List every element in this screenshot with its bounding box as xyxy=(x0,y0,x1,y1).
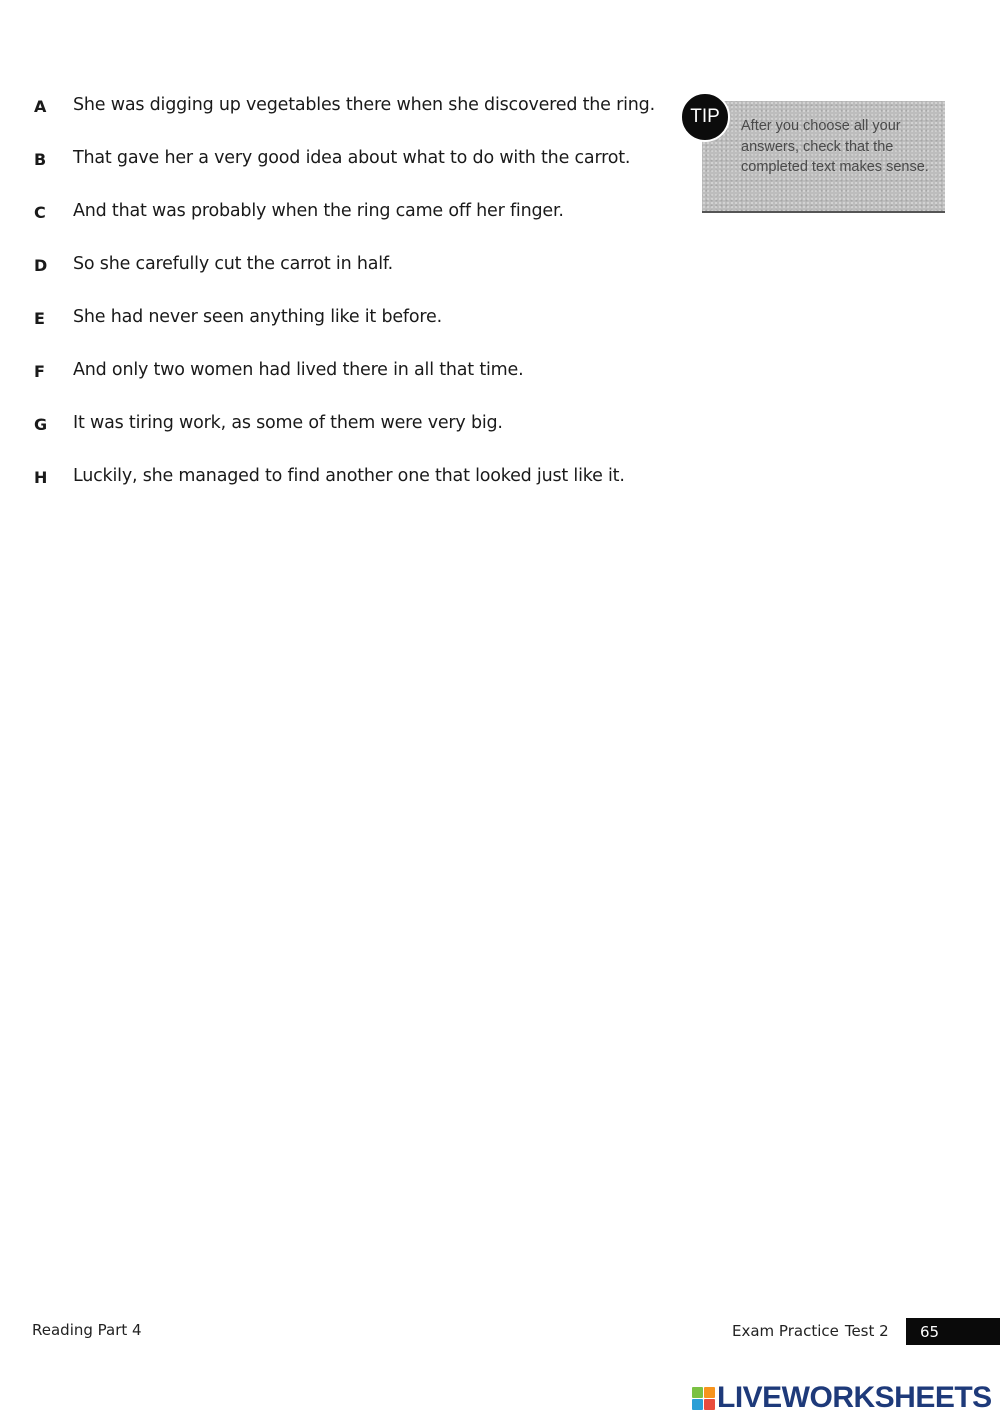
option-g xyxy=(34,413,634,466)
liveworksheets-brand xyxy=(692,1383,992,1413)
option-c xyxy=(34,201,634,254)
option-letter: H xyxy=(34,468,48,487)
option-letter: G xyxy=(34,415,48,434)
option-d xyxy=(34,254,634,307)
tip-text: After you choose all your answers, check that the completed text makes sense. xyxy=(741,118,929,175)
option-letter: A xyxy=(34,97,47,116)
page-number-box xyxy=(906,1318,1000,1345)
page-number: 65 xyxy=(920,1323,940,1341)
tip-badge xyxy=(680,92,730,142)
option-text: And that was probably when the ring came off her finger. xyxy=(73,201,564,221)
option-h xyxy=(34,466,634,519)
option-f xyxy=(34,360,634,413)
tip-badge-label: TIP xyxy=(690,106,720,127)
option-text: She was digging up vegetables there when she discovered the ring. xyxy=(73,95,655,115)
option-text: Luckily, she managed to find another one that looked just like it. xyxy=(73,466,625,486)
option-text: It was tiring work, as some of them were very big. xyxy=(73,413,503,433)
option-text: So she carefully cut the carrot in half. xyxy=(73,254,393,274)
option-e xyxy=(34,307,634,360)
tip-box xyxy=(702,101,945,213)
answer-options-list xyxy=(34,95,655,519)
option-text: And only two women had lived there in all that time. xyxy=(73,360,524,380)
option-b xyxy=(34,148,634,201)
option-letter: F xyxy=(34,362,45,381)
option-text: That gave her a very good idea about what to do with the carrot. xyxy=(73,148,631,168)
footer-exam-label xyxy=(732,1322,889,1340)
footer-test-name: Test 2 xyxy=(844,1322,889,1340)
liveworksheets-logo-icon xyxy=(692,1387,715,1410)
option-letter: D xyxy=(34,256,48,275)
logo-square-e xyxy=(704,1399,715,1410)
logo-square-l xyxy=(692,1387,703,1398)
logo-square-i xyxy=(704,1387,715,1398)
option-letter: B xyxy=(34,150,47,169)
option-letter: C xyxy=(34,203,46,222)
brand-name: LIVEWORKSHEETS xyxy=(717,1381,992,1414)
option-a xyxy=(34,95,655,148)
logo-square-v xyxy=(692,1399,703,1410)
footer-section-label: Reading Part 4 xyxy=(32,1321,142,1339)
option-text: She had never seen anything like it before. xyxy=(73,307,442,327)
option-letter: E xyxy=(34,309,45,328)
footer-exam-name: Exam Practice xyxy=(732,1322,839,1340)
